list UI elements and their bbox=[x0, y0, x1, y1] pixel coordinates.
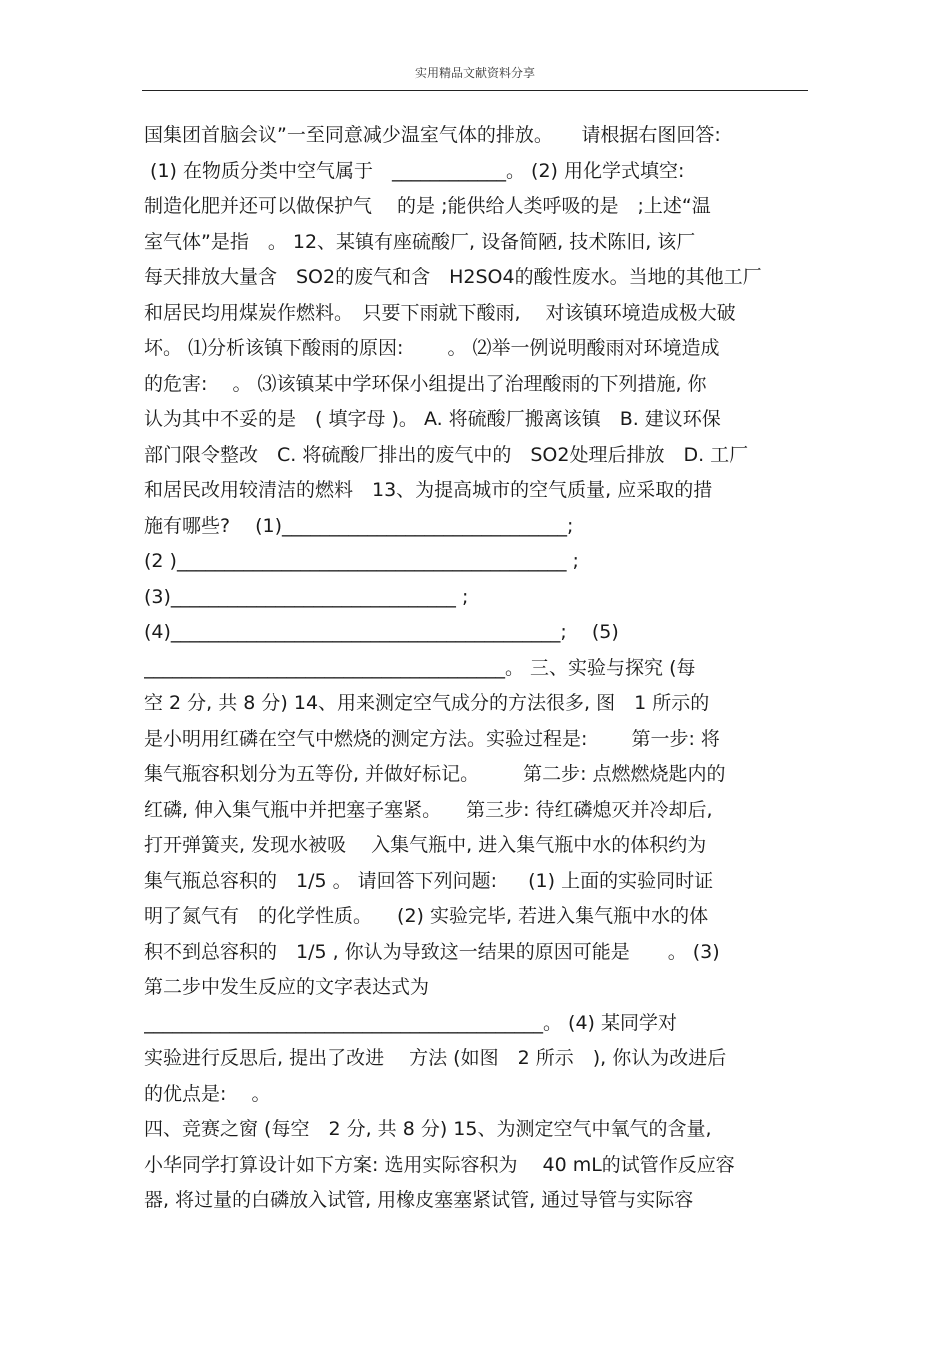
text-line: 打开弹簧夹, 发现水被吸 入集气瓶中, 进入集气瓶中水的体积约为 bbox=[144, 834, 707, 856]
text-line: 实验进行反思后, 提出了改进 方法 (如图 2 所示 ), 你认为改进后 bbox=[144, 1047, 727, 1069]
text-line: 器, 将过量的白磷放入试管, 用橡皮塞塞紧试管, 通过导管与实际容 bbox=[144, 1189, 694, 1211]
text-line: 集气瓶容积划分为五等份, 并做好标记。 第二步: 点燃燃烧匙内的 bbox=[144, 763, 726, 785]
text-line: 积不到总容积的 1/5 , 你认为导致这一结果的原因可能是 。 (3) bbox=[144, 940, 720, 963]
text-line: 是小明用红磷在空气中燃烧的测定方法。实验过程是: 第一步: 将 bbox=[144, 727, 720, 750]
text-line: 认为其中不妥的是 ( 填字母 )。 A. 将硫酸厂搬离该镇 B. 建议环保 bbox=[144, 408, 721, 430]
text-line: 第二步中发生反应的文字表达式为 bbox=[144, 976, 430, 998]
text-line: (1) 在物质分类中空气属于 ____________。 (2) 用化学式填空: bbox=[144, 159, 685, 182]
text-line: (4)_________________________________________; (5) bbox=[144, 621, 619, 643]
text-line: 制造化肥并还可以做保护气 的是 ;能供给人类呼吸的是 ;上述“温 bbox=[144, 195, 711, 217]
document-body bbox=[144, 118, 808, 1219]
text-line: 四、竞赛之窗 (每空 2 分, 共 8 分) 15、为测定空气中氧气的含量, bbox=[144, 1118, 712, 1140]
text-line: ______________________________________。 三、实验与探究 (每 bbox=[144, 656, 696, 679]
text-line: (2 )_________________________________________ ; bbox=[144, 550, 579, 572]
text-line: 红磷, 伸入集气瓶中并把塞子塞紧。 第三步: 待红磷熄灭并冷却后, bbox=[144, 798, 713, 821]
text-line: 施有哪些? (1)______________________________; bbox=[144, 514, 574, 537]
text-line: 的危害: 。 ⑶该镇某中学环保小组提出了治理酸雨的下列措施, 你 bbox=[144, 372, 707, 395]
text-line: 室气体”是指 。 12、某镇有座硫酸厂, 设备简陋, 技术陈旧, 该厂 bbox=[144, 230, 696, 253]
text-line: 集气瓶总容积的 1/5 。 请回答下列问题: (1) 上面的实验同时证 bbox=[144, 869, 714, 892]
header-divider bbox=[142, 90, 808, 91]
text-line: 空 2 分, 共 8 分) 14、用来测定空气成分的方法很多, 图 1 所示的 bbox=[144, 692, 710, 714]
text-line: 的优点是: 。 bbox=[144, 1082, 271, 1105]
text-line: 明了氮气有 的化学性质。 (2) 实验完毕, 若进入集气瓶中水的体 bbox=[144, 905, 709, 927]
text-line: 每天排放大量含 SO2的废气和含 H2SO4的酸性废水。当地的其他工厂 bbox=[144, 266, 762, 288]
text-line: 部门限令整改 C. 将硫酸厂排出的废气中的 SO2处理后排放 D. 工厂 bbox=[144, 443, 749, 466]
text-line: 小华同学打算设计如下方案: 选用实际容积为 40 mL的试管作反应容 bbox=[144, 1153, 735, 1176]
text-line: 和居民均用煤炭作燃料。 只要下雨就下酸雨, 对该镇环境造成极大破 bbox=[144, 301, 736, 324]
page-header: 实用精品文献资料分享 bbox=[414, 66, 535, 80]
text-line: 坏。 ⑴分析该镇下酸雨的原因: 。 ⑵举一例说明酸雨对环境造成 bbox=[144, 337, 720, 359]
text-line: (3)______________________________ ; bbox=[144, 585, 469, 608]
text-line: 和居民改用较清洁的燃料 13、为提高城市的空气质量, 应采取的措 bbox=[144, 479, 713, 501]
text-line: 国集团首脑会议”一至同意减少温室气体的排放。 请根据右图回答: bbox=[144, 124, 721, 146]
text-line: __________________________________________。 (4) 某同学对 bbox=[144, 1011, 677, 1034]
